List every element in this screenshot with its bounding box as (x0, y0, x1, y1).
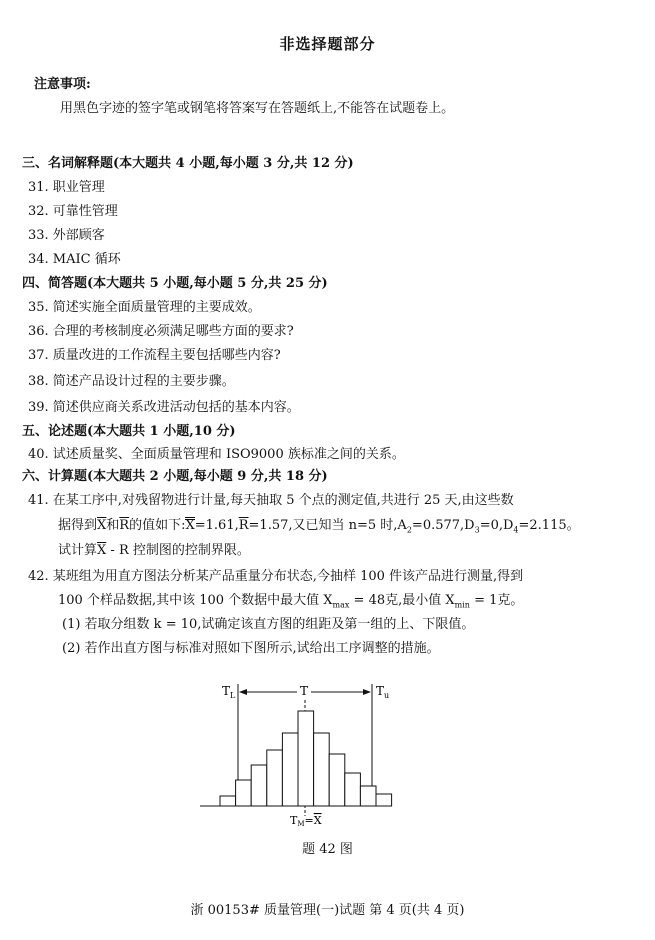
histogram-bar (236, 780, 252, 806)
question-41-line-2: 据得到$\overline{X}$和$\overline{R}$的值如下$:X=1.61,\overline{R}=1.57$,又已知当 n=5 时$,A_2=0.577,D_3=0,D_4=2.115$。 (58, 518, 580, 535)
notice-heading: 注意事项: (34, 77, 91, 92)
question-38: 38. 简述产品设计过程的主要步骤。 (28, 374, 235, 389)
histogram-bar (220, 796, 236, 806)
histogram-bar (282, 733, 298, 806)
section-6-heading: 六、计算题(本大题共 2 小题,每小题 9 分,共 18 分) (22, 469, 328, 484)
tm-label: TM=X (290, 814, 322, 828)
question-39: 39. 简述供应商关系改进活动包括的基本内容。 (28, 400, 300, 415)
histogram-bar (360, 786, 376, 806)
question-42-part-2: (2) 若作出直方图与标准对照如下图所示,试给出工序调整的措施。 (62, 641, 440, 656)
question-37: 37. 质量改进的工作流程主要包括哪些内容? (28, 348, 281, 363)
figure-caption: 题 42 图 (302, 842, 353, 857)
question-41-line-3: 试计算$\overline{X}$ - R 控制图的控制界限。 (58, 543, 250, 558)
histogram-bar (267, 750, 283, 806)
t-label: T (300, 684, 309, 698)
histogram-bar (329, 754, 345, 806)
question-31: 31. 职业管理 (28, 180, 105, 195)
histogram-bars (220, 711, 392, 806)
question-35: 35. 简述实施全面质量管理的主要成效。 (28, 300, 261, 315)
histogram-bar (345, 773, 361, 806)
histogram-bar (314, 733, 330, 806)
question-34: 34. MAIC 循环 (28, 252, 121, 267)
section-4-heading: 四、简答题(本大题共 5 小题,每小题 5 分,共 25 分) (22, 276, 328, 291)
question-32: 32. 可靠性管理 (28, 204, 118, 219)
question-42-line-1: 42. 某班组为用直方图法分析某产品重量分布状态,今抽样 100 件该产品进行测量,得到 (28, 569, 524, 584)
question-42-line-2: 100 个样品数据,其中该 100 个数据中最大值 $X_{max} = 48$克,最小值 $X_{min} = 1$克。 (58, 593, 524, 610)
page-title: 非选择题部分 (279, 35, 376, 53)
arrow-left-head (239, 689, 247, 695)
histogram-bar (376, 794, 392, 806)
question-41-line-1: 41. 在某工序中,对残留物进行计量,每天抽取 5 个点的测定值,共进行 25 天,由这些数 (28, 493, 514, 508)
question-40: 40. 试述质量奖、全面质量管理和 ISO9000 族标准之间的关系。 (28, 447, 405, 462)
question-33: 33. 外部顾客 (28, 228, 105, 243)
page-footer: 浙 00153# 质量管理(一)试题 第 4 页(共 4 页) (190, 903, 465, 918)
question-42-part-1: (1) 若取分组数 k = 10,试确定该直方图的组距及第一组的上、下限值。 (62, 617, 475, 632)
tl-label: $T_L$ (222, 684, 236, 700)
histogram-bar (251, 765, 267, 806)
notice-text: 用黑色字迹的签字笔或钢笔将答案写在答题纸上,不能答在试题卷上。 (60, 101, 455, 116)
section-5-heading: 五、论述题(本大题共 1 小题,10 分) (22, 424, 236, 439)
histogram-bar (298, 711, 314, 806)
question-36: 36. 合理的考核制度必须满足哪些方面的要求? (28, 324, 294, 339)
arrow-right-head (363, 689, 371, 695)
tu-label: $T_u$ (376, 684, 390, 700)
section-3-heading: 三、名词解释题(本大题共 4 小题,每小题 3 分,共 12 分) (22, 156, 354, 171)
histogram-figure (195, 678, 395, 828)
